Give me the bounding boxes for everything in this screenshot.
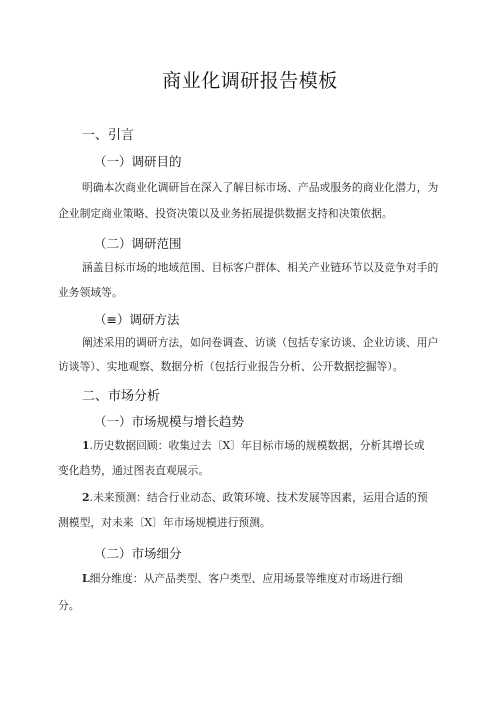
list-number: L — [82, 572, 90, 585]
list-number: 1 — [82, 439, 90, 452]
section-heading-intro: 一、引言 — [82, 128, 135, 143]
subheading-market-segment: （二）市场细分 — [94, 546, 182, 561]
subheading-market-size: （一）市场规模与增长趋势 — [94, 414, 245, 429]
list-text: .历史数据回顾：收集过去〔X〕年目标市场的规模数据，分析其增长或 — [89, 439, 425, 452]
list-item-line — [82, 571, 403, 586]
subheading-purpose: （一）调研目的 — [94, 154, 182, 169]
list-number: 2 — [82, 491, 90, 504]
paragraph-line: 测模型，对未来〔X〕年市场规模进行预测。 — [58, 516, 271, 529]
paragraph-line: 企业制定商业策略、投资决策以及业务拓展提供数据支持和决策依据。 — [58, 207, 393, 220]
paragraph-line: 变化趋势，通过图表直观展示。 — [58, 464, 210, 477]
paragraph-line: 明确本次商业化调研旨在深入了解目标市场、产品或服务的商业化潜力，为 — [82, 181, 439, 194]
section-heading-market: 二、市场分析 — [82, 389, 161, 404]
list-text: .未来预测：结合行业动态、政策环境、技术发展等因素，运用合适的预 — [89, 491, 428, 504]
paragraph-line: 访谈等）、实地观察、数据分析（包括行业报告分析、公开数据挖掘等）。 — [58, 360, 404, 373]
paragraph-line: 分。 — [58, 599, 80, 612]
paragraph-line: 业务领域等。 — [58, 286, 123, 299]
list-text: 细分维度：从产品类型、客户类型、应用场景等维度对市场进行细 — [89, 572, 403, 585]
paragraph-line: 阐述采用的调研方法，如问卷调查、访谈（包括专家访谈、企业访谈、用户 — [82, 336, 439, 349]
subheading-method: （≡）调研方法 — [94, 312, 180, 327]
paragraph-line: 涵盖目标市场的地域范围、目标客户群体、相关产业链环节以及竞争对手的 — [82, 261, 439, 274]
list-item-line — [82, 490, 428, 505]
subheading-scope: （二）调研范围 — [94, 236, 182, 251]
page-title: 商业化调研报告模板 — [162, 70, 338, 92]
list-item-line — [82, 438, 425, 453]
